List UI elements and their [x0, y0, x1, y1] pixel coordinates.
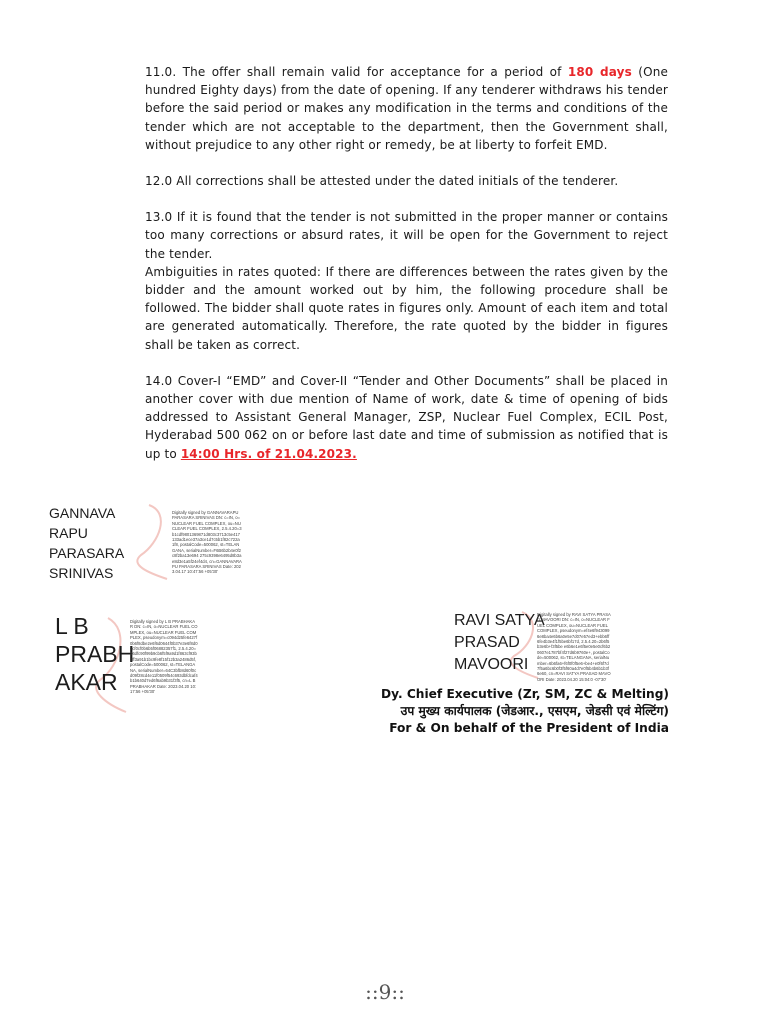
signer-name-1: [49, 503, 124, 583]
clause-11-text-cont: (One hundred Eighty days) from the date of opening. If any tenderer withdraws his tender before the said period or makes any modification in the terms and conditions of the tender which are not acceptable to the department, then the Government shall, without prejudice to any other right or remedy, be at liberty to forfeit EMD.: [145, 65, 668, 152]
designation-english: Dy. Chief Executive (Zr, SM, ZC & Melting): [381, 687, 669, 701]
digital-signature-2: [55, 612, 215, 722]
designation-hindi: उप मुख्य कार्यपालक (जेडआर., एसएम, जेडसी एवं मेल्टिंग): [400, 704, 669, 718]
clause-13: [145, 208, 668, 354]
signer-name-line: L B: [55, 613, 89, 639]
clause-13-text: 13.0 If it is found that the tender is not submitted in the proper manner or contains too many corrections or absurd rates, it will be open for the Government to reject the tender.: [145, 210, 668, 261]
signer-name-line: AKAR: [55, 669, 118, 695]
signer-name-line: GANNAVA: [49, 505, 116, 521]
clause-12: [145, 172, 668, 190]
on-behalf-line: For & On behalf of the President of India: [389, 721, 669, 735]
clause-14-text: 14.0 Cover-I “EMD” and Cover-II “Tender and Other Documents” shall be placed in another cover with due mention of Name of work, date & time of opening of bids addressed to Assistant General Manager, ZSP, Nuclear Fuel Complex, ECIL Post, Hyderabad 500 062 on or before last date and time of submission as notified that is up to: [145, 373, 668, 461]
signer-name-line: RAVI SATYA: [454, 612, 545, 629]
digital-signature-1: [49, 503, 249, 583]
clause-13-ambiguities-text: Ambiguities in rates quoted: If there are differences between the rates given by the bidder and the amount worked out by him, the following procedure shall be followed. The bidder shall quote rates in figures only. Amount of each item and total are generated automatically. Therefore, the rate quoted by the bidder in figures shall be taken as correct.: [145, 264, 668, 352]
signer-name-line: PRASAD: [454, 634, 520, 651]
signer-name-line: PARASARA: [49, 545, 125, 561]
clause-11: [145, 63, 668, 154]
signer-name-line: PRABH: [55, 641, 135, 667]
signer-name-3: [454, 610, 545, 676]
signer-name-line: SRINIVAS: [49, 565, 114, 581]
signature-validity-mark-icon: [119, 503, 179, 583]
clause-12-text: 12.0 All corrections shall be attested under the dated initials of the tenderer.: [145, 174, 619, 189]
signer-name-line: MAVOORI: [454, 656, 529, 673]
clause-14: [145, 372, 668, 463]
signature-details: Digitally signed by L B PRABHAKAR DN: c=IN, o=NUCLEAR FUEL COMPLEX, ou=NUCLEAR FUEL COMPLEX, pseudonym=c094d25fe6427f0b6f8dbe2e6f6d0644f0b37e3e6f8d0ecf0cf0b6b5f06882357f1, 2.5.4.20=06dfc90f99b9cb6f5f9a9d1f863cf93bbff3a91b1bc9fe8f15f12b3a2486d5f, postalCode=500062, st=TELANGANA, serialNumber=64C3bfb8d60f0cd09f28cd4e11f0509f54c693dbfdcaf4b1b640d7ed6f6ab9b31f3f5, cn=L B PRABHAKAR Date: 2023.04.20 10:17:56 +05'30': [130, 619, 198, 695]
signer-name-2: [55, 612, 134, 696]
validity-period-highlight: 180 days: [567, 65, 632, 79]
signer-name-line: RAPU: [49, 525, 88, 541]
digital-signature-3: [454, 610, 614, 680]
signature-details: Digitally signed by GANNAVARAPU PARASARA SRINIVAS DN: c=IN, o=NUCLEAR FUEL COMPLEX, ou=NUCLEAR FUEL COMPLEX, 2.5.4.20=3b1cdf9801369871d803c3713c5e417133ad1ece37a3ce1d7c5b1f82c722a1f8, postalCode=500062, st=TELANGANA, serialNumber=F6B6b2b4e0f2c8f2ba13e694 275c9398e6495d8b3ae8d3e1a5f24ef4d4, cn=GANNAVARAPU PARASARA SRINIVAS Date: 2023.04.17 10:47:56 +05'30': [172, 510, 242, 575]
signature-details: Digitally signed by RAVI SATYA PRASAD MAVOORI DN: c=IN, o=NUCLEAR FUEL COMPLEX, ou=NUCLEAR FUEL COMPLEX, pseudonym=ef4e6f9430996e8ba4e6b6a0e5e7d07e57ed3+ebb6ff6fe4b3e4f1f5be6bf17d, 2.5.4.20=2b6f5b3e6b+f3f5be e6b6e1e6f5e0e5e0cf6b20607e1787bf4f27d6b9760e+, postalCode=500062, st=TELANGANA, serialNumber=6b6fa6+f6f0f0f5e6+be4+e0f6f7d7f5a6bc6b0f3f5f60a4d7e0f5b4b6b1b3f6e60, cn=RAVI SATYA PRASAD MAVOORI Date: 2023.04.20 15:04:0 -07'30': [537, 612, 611, 682]
page-number: ::9::: [365, 980, 405, 1004]
tender-clauses: [145, 63, 668, 481]
submission-deadline-highlight: 14:00 Hrs. of 21.04.2023.: [180, 446, 357, 461]
clause-11-text: 11.0. The offer shall remain valid for acceptance for a period of: [145, 65, 568, 79]
signatory-designation: [381, 686, 669, 737]
